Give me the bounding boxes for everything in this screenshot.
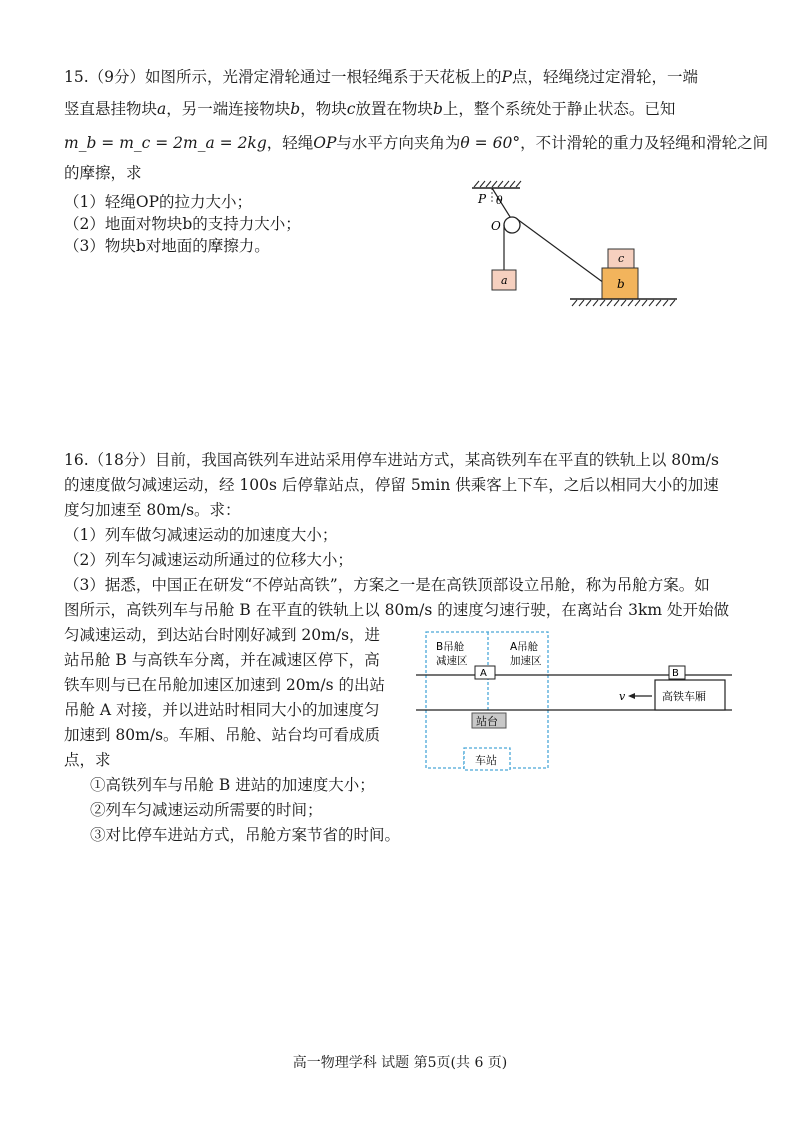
q16-sub-3-line-5: 铁车则与已在吊舱加速区加速到 20m/s 的出站 <box>64 676 385 694</box>
q15-var-b: b <box>290 100 301 118</box>
b-zone-label-1: B吊舱 <box>436 641 465 653</box>
label-theta: θ <box>496 194 503 207</box>
q15-mass-equation: m_b = m_c = 2m_a = 2kg <box>64 134 267 152</box>
q15-text: ，另一端连接物块 <box>166 100 291 118</box>
label-a: a <box>501 274 508 287</box>
q15-var-a: a <box>157 100 167 118</box>
q15-text: 上，整个系统处于静止状态。已知 <box>442 100 676 118</box>
a-zone-label-2: 加速区 <box>510 655 542 667</box>
q15-text: 与水平方向夹角为 <box>336 134 461 152</box>
q15-line-4: 的摩擦，求 <box>64 164 142 182</box>
q16-station-diagram <box>414 628 734 778</box>
q16-sub-3-line-8: 点，求 <box>64 751 111 769</box>
label-b: b <box>617 277 625 291</box>
q15-line-2 <box>64 98 675 120</box>
q16-sub-3-line-3: 匀减速运动，到达站台时刚好减到 20m/s，进 <box>64 626 381 644</box>
q15-pulley-diagram <box>460 180 690 310</box>
label-p: P <box>478 192 487 206</box>
ceiling-hatch <box>474 181 521 187</box>
label-c: c <box>618 252 625 265</box>
q15-number: 15. <box>64 68 89 86</box>
q15-sub-1: （1）轻绳OP的拉力大小； <box>64 193 252 211</box>
label-o: O <box>491 219 501 233</box>
velocity-arrowhead <box>628 693 635 699</box>
q16-sub-2: （2）列车匀减速运动所通过的位移大小； <box>64 551 353 569</box>
q15-var-op: OP <box>313 134 337 152</box>
q16-child-2: ②列车匀减速运动所需要的时间； <box>90 801 323 819</box>
q15-line-3 <box>64 132 768 154</box>
q16-line-1: 16.（18分）目前，我国高铁列车进站采用停车进站方式，某高铁列车在平直的铁轨上以 80m/s <box>64 451 719 469</box>
ground-hatch <box>572 300 675 306</box>
q15-var-c: c <box>346 100 356 118</box>
train-label: 高铁车厢 <box>662 690 706 703</box>
q15-sub-3: （3）物块b对地面的摩擦力。 <box>64 237 270 255</box>
q16-sub-3-line-7: 加速到 80m/s。车厢、吊舱、站台均可看成质 <box>64 726 381 744</box>
q16-sub-3-line-4: 站吊舱 B 与高铁车分离，并在减速区停下，高 <box>64 651 380 669</box>
q16-sub-3-line-2: 图所示，高铁列车与吊舱 B 在平直的铁轨上以 80m/s 的速度匀速行驶，在离站台 3km 处开始做 <box>64 601 730 619</box>
station-label: 车站 <box>475 754 497 767</box>
pod-b-label: B <box>672 668 679 679</box>
q15-var-p: P <box>501 68 512 86</box>
q15-var-b: b <box>432 100 443 118</box>
q15-text: ，轻绳 <box>266 134 314 152</box>
q16-sub-3-line-6: 吊舱 A 对接，并以进站时相同大小的加速度匀 <box>64 701 380 719</box>
q16-child-3: ③对比停车进站方式，吊舱方案节省的时间。 <box>90 826 401 844</box>
q15-text: ，物块 <box>300 100 347 118</box>
b-zone-label-2: 减速区 <box>436 655 468 667</box>
velocity-label: v <box>619 690 626 703</box>
q16-line-2: 的速度做匀减速运动，经 100s 后停靠站点，停留 5min 供乘客上下车，之后以相同大小的加速 <box>64 476 719 494</box>
q16-sub-3-line-1: （3）据悉，中国正在研发“不停站高铁”，方案之一是在高铁顶部设立吊舱，称为吊舱方案。如 <box>64 576 710 594</box>
rope-to-b <box>517 219 604 283</box>
a-zone-label-1: A吊舱 <box>510 641 539 653</box>
q15-text: ，不计滑轮的重力及轻绳和滑轮之间 <box>520 134 769 152</box>
page-footer: 高一物理学科 试题 第5页(共 6 页) <box>292 1055 508 1071</box>
q15-text: 竖直悬挂物块 <box>64 100 158 118</box>
q16-sub-1: （1）列车做匀减速运动的加速度大小； <box>64 526 338 544</box>
q15-line-1 <box>64 66 698 88</box>
q16-line-3: 度匀加速至 80m/s。求： <box>64 501 241 519</box>
q15-text: 放置在物块 <box>355 100 433 118</box>
q16-child-1: ①高铁列车与吊舱 B 进站的加速度大小； <box>90 776 375 794</box>
platform-label: 站台 <box>476 715 498 728</box>
q15-text: 点，轻绳绕过定滑轮，一端 <box>511 68 698 86</box>
q15-theta-equation: θ = 60° <box>460 134 521 152</box>
pod-a-label: A <box>480 668 487 679</box>
q15-points: （9分） <box>88 68 146 86</box>
q15-sub-2: （2）地面对物块b的支持力大小； <box>64 215 301 233</box>
q15-text: 如图所示，光滑定滑轮通过一根轻绳系于天花板上的 <box>145 68 502 86</box>
